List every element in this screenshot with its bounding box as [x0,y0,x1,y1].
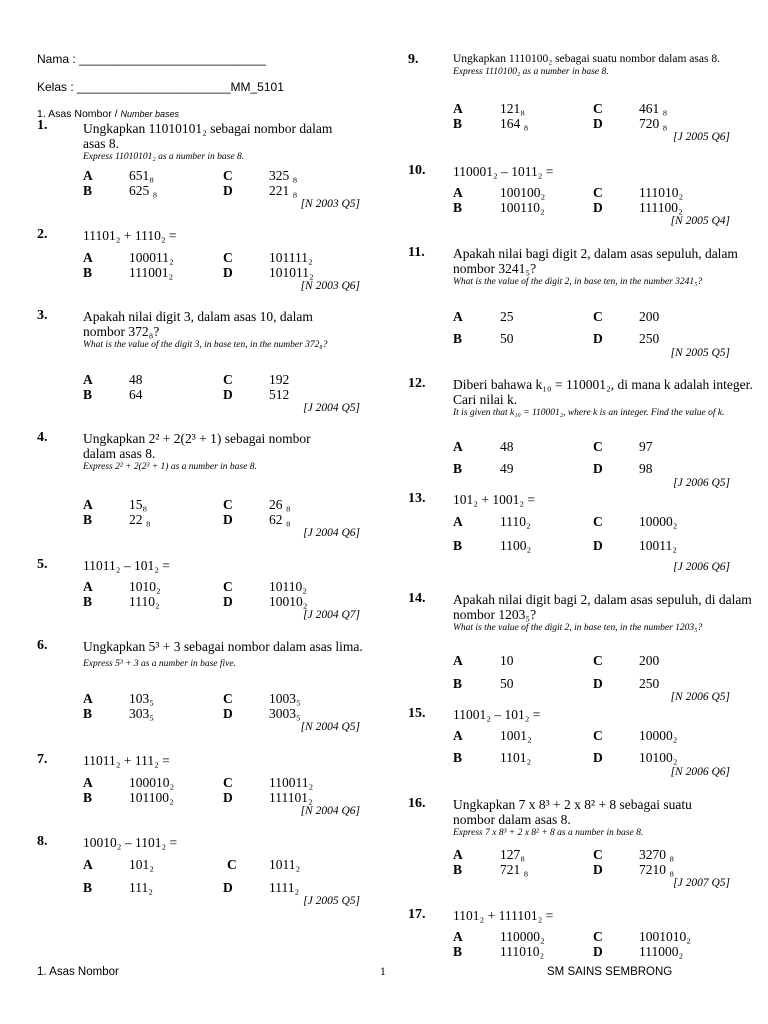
question-2-source: [N 2003 Q6] [300,280,360,292]
question-5-option-b[interactable]: 1110₂ [129,594,160,609]
question-10-option-b[interactable]: 100110₂ [500,200,545,215]
question-5-option-a[interactable]: 1010₂ [129,579,161,594]
question-15-source: [N 2006 Q6] [670,766,730,778]
question-17-option-a[interactable]: 110000₂ [500,929,545,944]
question-7-option-c[interactable]: 110011₂ [269,775,314,790]
question-14-translation: What is the value of the digit 2, in base ten, in the number 1203₅? [453,623,703,633]
question-12-stem [453,377,753,419]
question-11-stem [453,246,738,288]
question-12-option-d[interactable]: 98 [639,461,653,476]
question-6-option-a[interactable]: 103₅ [129,691,154,706]
question-2-option-b[interactable]: 111001₂ [129,265,174,280]
question-14-option-a[interactable]: 10 [500,653,514,668]
question-8-number: 8. [37,834,48,849]
question-4-text: Ungkapkan 2² + 2(2³ + 1) sebagai nombor dalam asas 8. [83,431,311,461]
question-13-source: [J 2006 Q6] [673,561,730,573]
question-1-option-d[interactable]: 221 ₈ [269,183,298,198]
question-12-option-c[interactable]: 97 [639,439,653,454]
question-1-option-a[interactable]: 651₈ [129,168,154,183]
question-7-option-b[interactable]: 101100₂ [129,790,174,805]
question-6-option-b[interactable]: 303₅ [129,706,154,721]
question-11-option-b[interactable]: 50 [500,331,514,346]
question-11-option-a[interactable]: 25 [500,309,514,324]
section-title [37,108,179,120]
question-10-option-d[interactable]: 111100₂ [639,200,683,215]
question-9-source: [J 2005 Q6] [673,131,730,143]
question-12-translation: It is given that k₁₀ = 110001₂, where k is an integer. Find the value of k. [453,408,725,418]
question-7-option-d[interactable]: 111101₂ [269,790,313,805]
question-1-option-b[interactable]: 625 ₈ [129,183,158,198]
question-1-translation: Express 11010101₂ as a number in base 8. [83,152,245,162]
question-10-option-a[interactable]: 100100₂ [500,185,546,200]
question-8-stem: 10010₂ – 1101₂ = [83,835,178,850]
question-15-number: 15. [408,706,426,721]
question-6-option-c[interactable]: 1003₅ [269,691,301,706]
question-4-number: 4. [37,430,48,445]
question-4-option-d[interactable]: 62 ₈ [269,512,291,527]
question-2-stem: 11101₂ + 1110₂ = [83,228,177,243]
question-1-text: Ungkapkan 11010101₂ sebagai nombor dalam asas 8. [83,121,333,151]
question-7-number: 7. [37,752,48,767]
question-16-option-c[interactable]: 3270 ₈ [639,847,675,862]
question-9-option-b[interactable]: 164 ₈ [500,116,529,131]
question-16-translation: Express 7 x 8³ + 2 x 8² + 8 as a number in base 8. [453,828,644,838]
question-14-source: [N 2006 Q5] [670,691,730,703]
question-11-number: 11. [408,245,425,260]
question-13-option-a[interactable]: 1110₂ [500,514,531,529]
question-4-option-a[interactable]: 15₈ [129,497,148,512]
question-9-option-a[interactable]: 121₈ [500,101,525,116]
question-10-option-c[interactable]: 111010₂ [639,185,684,200]
question-16-option-a[interactable]: 127₈ [500,847,525,862]
question-11-source: [N 2005 Q5] [670,347,730,359]
footer-chapter: 1. Asas Nombor [37,966,119,978]
question-13-option-b[interactable]: 1100₂ [500,538,532,553]
section-title-my: 1. Asas Nombor / [37,108,121,120]
question-4-source: [J 2004 Q6] [303,527,360,539]
question-3-option-d[interactable]: 512 [269,387,290,402]
question-4-option-c[interactable]: 26 ₈ [269,497,291,512]
question-15-option-a[interactable]: 1001₂ [500,728,532,743]
question-5-option-d[interactable]: 10010₂ [269,594,308,609]
question-11-option-c[interactable]: 200 [639,309,660,324]
question-3-translation: What is the value of the digit 3, in base ten, in the number 372₈? [83,340,328,350]
question-8-option-b[interactable]: 111₂ [129,880,153,895]
section-title-en: Number bases [120,109,179,119]
question-15-option-d[interactable]: 10100₂ [639,750,678,765]
question-6-text: Ungkapkan 5³ + 3 sebagai nombor dalam asas lima. [83,639,363,654]
question-16-number: 16. [408,796,426,811]
question-7-source: [N 2004 Q6] [300,805,360,817]
question-5-option-c[interactable]: 10110₂ [269,579,307,594]
question-5-source: [J 2004 Q7] [303,609,360,621]
question-17-option-d[interactable]: 111000₂ [639,944,684,959]
question-12-option-a[interactable]: 48 [500,439,514,454]
question-8-source: [J 2005 Q5] [303,895,360,907]
question-14-stem [453,592,753,634]
question-6-stem [83,639,363,670]
question-9-option-c[interactable]: 461 ₈ [639,101,668,116]
question-13-option-d[interactable]: 10011₂ [639,538,677,553]
page-number: 1 [380,966,386,978]
question-11-text: Apakah nilai bagi digit 2, dalam asas sepuluh, dalam nombor 3241₅? [453,246,738,276]
question-2-option-a[interactable]: 100011₂ [129,250,174,265]
question-10-source: [N 2005 Q4] [670,215,730,227]
question-2-number: 2. [37,227,48,242]
question-14-option-d[interactable]: 250 [639,676,660,691]
question-3-stem [83,309,338,351]
question-12-source: [J 2006 Q5] [673,477,730,489]
question-14-text: Apakah nilai digit bagi 2, dalam asas sepuluh, di dalam nombor 1203₅? [453,592,752,622]
question-5-stem: 11011₂ – 101₂ = [83,558,170,573]
question-16-stem [453,797,713,839]
question-17-stem: 1101₂ + 111101₂ = [453,908,554,923]
question-5-number: 5. [37,557,48,572]
question-1-source: [N 2003 Q5] [300,198,360,210]
question-11-translation: What is the value of the digit 2, in base ten, in the number 3241₅? [453,277,703,287]
question-4-option-b[interactable]: 22 ₈ [129,512,151,527]
question-14-option-b[interactable]: 50 [500,676,514,691]
question-10-number: 10. [408,163,426,178]
question-16-option-d[interactable]: 7210 ₈ [639,862,675,877]
question-9-stem [453,53,733,78]
question-3-option-c[interactable]: 192 [269,372,290,387]
question-6-option-d[interactable]: 3003₅ [269,706,301,721]
question-15-option-b[interactable]: 1101₂ [500,750,532,765]
question-2-option-d[interactable]: 101011₂ [269,265,314,280]
question-4-stem [83,431,338,473]
question-8-option-a[interactable]: 101₂ [129,857,154,872]
question-6-translation: Express 5³ + 3 as a number in base five. [83,659,236,669]
question-17-option-c[interactable]: 1001010₂ [639,929,691,944]
question-14-number: 14. [408,591,426,606]
question-1-number: 1. [37,118,48,133]
question-3-option-b[interactable]: 64 [129,387,143,402]
question-8-option-c[interactable]: 1011₂ [269,857,301,872]
question-3-source: [J 2004 Q5] [303,402,360,414]
class-field-label: Kelas : _______________________MM_5101 [37,80,284,94]
name-field-label: Nama : ____________________________ [37,52,266,66]
question-14-option-c[interactable]: 200 [639,653,660,668]
question-12-text: Diberi bahawa k₁₀ = 110001₂, di mana k adalah integer. Cari nilai k. [453,377,753,407]
question-9-option-d[interactable]: 720 ₈ [639,116,668,131]
question-8-option-d[interactable]: 1111₂ [269,880,300,895]
question-16-source: [J 2007 Q5] [673,877,730,889]
question-15-stem: 11001₂ – 101₂ = [453,707,541,722]
question-2-option-c[interactable]: 101111₂ [269,250,313,265]
question-3-option-a[interactable]: 48 [129,372,143,387]
question-7-stem: 11011₂ + 111₂ = [83,753,170,768]
question-15-option-c[interactable]: 10000₂ [639,728,678,743]
question-11-option-d[interactable]: 250 [639,331,660,346]
question-1-stem [83,121,353,163]
question-4-translation: Express 2² + 2(2³ + 1) as a number in base 8. [83,462,257,472]
question-9-translation: Express 1110100₂ as a number in base 8. [453,67,609,77]
footer-school: SM SAINS SEMBRONG [547,966,673,978]
question-16-option-b[interactable]: 721 ₈ [500,862,529,877]
question-13-option-c[interactable]: 10000₂ [639,514,678,529]
question-9-number: 9. [408,52,419,67]
question-1-option-c[interactable]: 325 ₈ [269,168,298,183]
question-12-option-b[interactable]: 49 [500,461,514,476]
question-13-stem: 101₂ + 1001₂ = [453,492,536,507]
question-3-number: 3. [37,308,48,323]
question-10-stem: 110001₂ – 1011₂ = [453,164,554,179]
question-13-number: 13. [408,491,426,506]
question-17-number: 17. [408,907,426,922]
question-7-option-a[interactable]: 100010₂ [129,775,175,790]
question-17-option-b[interactable]: 111010₂ [500,944,545,959]
question-9-text: Ungkapkan 1110100₂ sebagai suatu nombor dalam asas 8. [453,53,720,65]
question-3-text: Apakah nilai digit 3, dalam asas 10, dalam nombor 372₈? [83,309,313,339]
question-6-number: 6. [37,638,48,653]
question-16-text: Ungkapkan 7 x 8³ + 2 x 8² + 8 sebagai suatu nombor dalam asas 8. [453,797,692,827]
question-12-number: 12. [408,376,426,391]
question-6-source: [N 2004 Q5] [300,721,360,733]
